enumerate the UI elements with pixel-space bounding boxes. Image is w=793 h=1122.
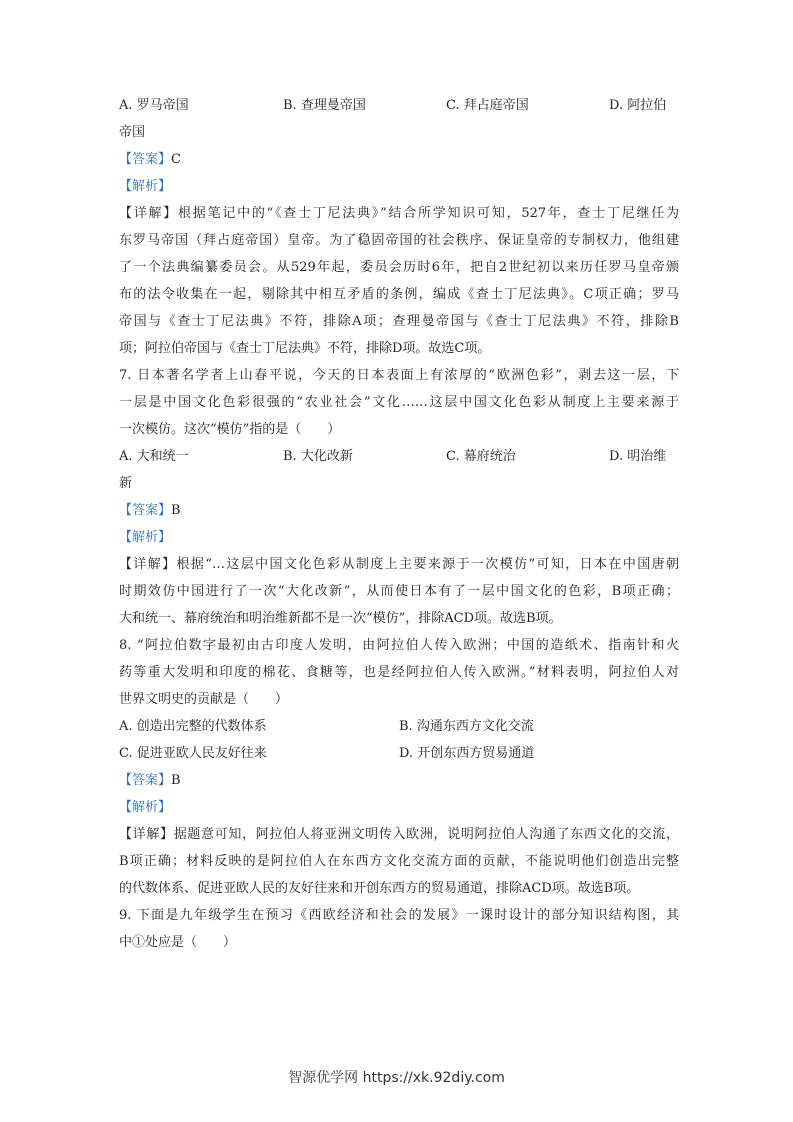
q7-answer [119, 497, 679, 524]
q7-option-d: D. 明治维 [609, 449, 667, 464]
answer-tag: 【答案】 [119, 503, 172, 518]
q7-stem-line: 一次模仿。这次“模仿”指的是（ ） [119, 422, 341, 437]
q8-stem-line: 8. “阿拉伯数字最初由古印度人发明，由阿拉伯人传入欧洲；中国的造纸术、指南针和火 [119, 638, 679, 653]
answer-value: B [171, 503, 181, 518]
q8-options-row2 [119, 740, 679, 767]
q7-detail-line [119, 551, 679, 578]
q8-option-a: A. 创造出完整的代数体系 [119, 719, 267, 734]
q6-option-c: C. 拜占庭帝国 [446, 98, 529, 113]
q9-stem-line: 9. 下面是九年级学生在预习《西欧经济和社会的发展》一课时设计的部分知识结构图，其 [119, 908, 679, 923]
q6-detail-line: 东罗马帝国（拜占庭帝国）皇帝。为了稳固帝国的社会秩序、保证皇帝的专制权力，他组建 [119, 233, 679, 248]
q7-detail-line: 时期效仿中国进行了一次“大化改新”，从而使日本有了一层中国文化的色彩，B项正确； [119, 584, 679, 599]
q6-option-wrap: 帝国 [119, 125, 146, 140]
q6-analysis-tag: 【解析】 [119, 179, 172, 194]
q6-option-a: A. 罗马帝国 [119, 98, 189, 113]
q8-option-c: C. 促进亚欧人民友好往来 [119, 746, 267, 761]
q8-option-d: D. 开创东西方贸易通道 [399, 746, 535, 761]
q8-option-b: B. 沟通东西方文化交流 [399, 719, 534, 734]
q8-analysis-tag: 【解析】 [119, 800, 172, 815]
q6-detail-line: 了一个法典编纂委员会。从529年起，委员会历时6年，把自2世纪初以来历任罗马皇帝颁 [119, 260, 679, 275]
q6-detail-line: 帝国与《查士丁尼法典》不符，排除A项；查理曼帝国与《查士丁尼法典》不符，排除B [119, 314, 679, 329]
answer-value: B [171, 773, 181, 788]
q8-options-row1 [119, 713, 679, 740]
detail-tag: 【详解】 [119, 557, 177, 572]
answer-value: C [171, 152, 181, 167]
detail-text: 据题意可知，阿拉伯人将亚洲文明传入欧洲，说明阿拉伯人沟通了东西文化的交流， [173, 827, 679, 842]
detail-tag: 【详解】 [119, 206, 179, 221]
q6-detail-line: 项；阿拉伯帝国与《查士丁尼法典》不符，排除D项。故选C项。 [119, 341, 491, 356]
q7-option-b: B. 大化改新 [283, 449, 353, 464]
q8-stem-line: 药等重大发明和印度的棉花、食糖等，也是经阿拉伯人传入欧洲。”材料表明，阿拉伯人对 [119, 665, 679, 680]
detail-text: 根据“…这层中国文化色彩从制度上主要来源于一次模仿”可知，日本在中国唐朝 [176, 557, 679, 572]
q6-detail-line: 布的法令收集在一起，剔除其中相互矛盾的条例，编成《查士丁尼法典》。C项正确；罗马 [119, 287, 679, 302]
answer-tag: 【答案】 [119, 773, 172, 788]
q6-options [119, 92, 679, 119]
q7-option-c: C. 幕府统治 [446, 449, 516, 464]
q7-stem-line: 7. 日本著名学者上山春平说，今天的日本表面上有浓厚的“欧洲色彩”，剥去这一层，下 [119, 368, 679, 383]
q7-option-wrap: 新 [119, 476, 133, 491]
q7-analysis-tag: 【解析】 [119, 530, 172, 545]
detail-text: 根据笔记中的“《查士丁尼法典》”结合所学知识可知，527年，查士丁尼继任为 [178, 206, 679, 221]
q8-answer [119, 767, 679, 794]
q7-options [119, 443, 679, 470]
q7-detail-line: 大和统一、幕府统治和明治维新都不是一次“模仿”，排除ACD项。故选B项。 [119, 611, 562, 626]
q6-option-b: B. 查理曼帝国 [283, 98, 366, 113]
detail-tag: 【详解】 [119, 827, 174, 842]
q8-detail-line: 的代数体系、促进亚欧人民的友好往来和开创东西方的贸易通道，排除ACD项。故选B项。 [119, 881, 640, 896]
q8-detail-line: B项正确；材料反映的是阿拉伯人在东西方文化交流方面的贡献，不能说明他们创造出完整 [119, 854, 679, 869]
q7-option-a: A. 大和统一 [119, 449, 189, 464]
q6-answer [119, 146, 679, 173]
q8-detail-line [119, 821, 679, 848]
q8-stem-line: 世界文明史的贡献是（ ） [119, 692, 289, 707]
answer-tag: 【答案】 [119, 152, 172, 167]
q6-option-d: D. 阿拉伯 [609, 98, 667, 113]
q9-stem-line: 中①处应是（ ） [119, 935, 237, 950]
q7-stem-line: 一层是中国文化色彩很强的“农业社会”文化……这层中国文化色彩从制度上主要来源于 [119, 395, 679, 410]
q6-detail-line [119, 200, 679, 227]
document-body [119, 92, 679, 956]
page-footer-watermark: 智源优学网 https://xk.92diy.com [288, 1070, 505, 1086]
